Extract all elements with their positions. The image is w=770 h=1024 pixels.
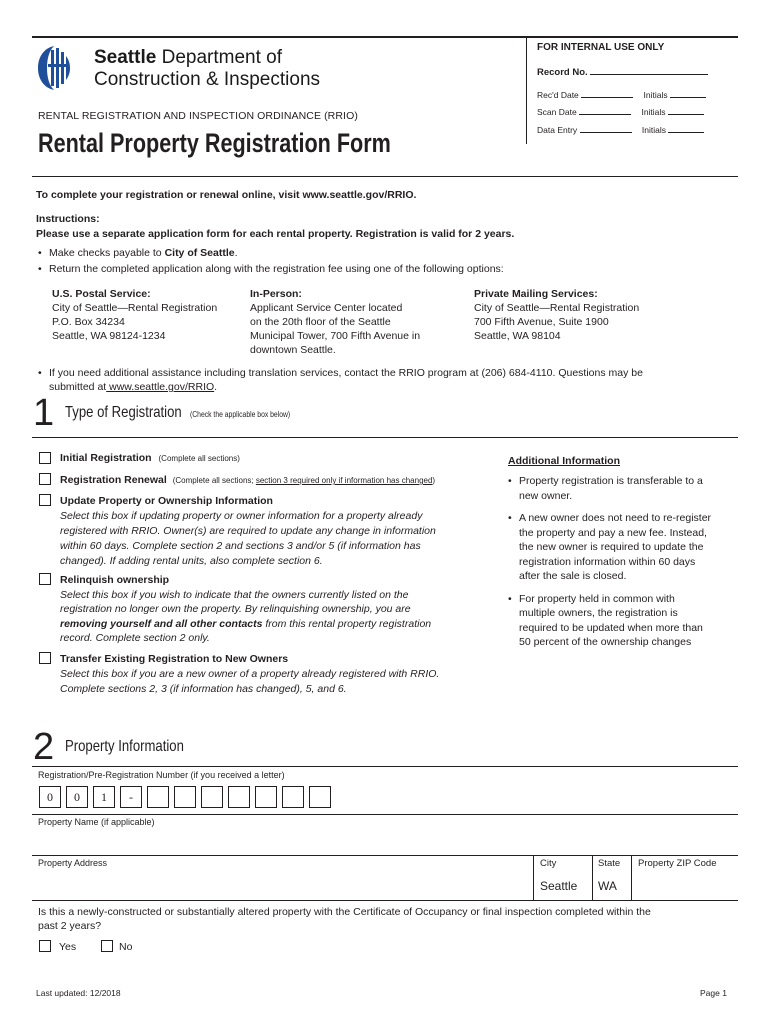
record-no-label: Record No.	[537, 67, 588, 78]
renewal-hint-prefix: (Complete all sections;	[172, 476, 256, 485]
option-line: Seattle, WA 98104	[474, 330, 561, 342]
yes-label: Yes	[59, 941, 77, 953]
relinquish-text: record. Complete section 2 only.	[60, 632, 210, 644]
instructions-text: Please use a separate application form for each rental property. Registration is valid for 2 years.	[36, 228, 515, 240]
regnum-digit[interactable]	[201, 786, 223, 808]
add-info-line: the property and pay a new fee. Instead,	[519, 526, 707, 539]
update-property-block	[60, 494, 436, 569]
last-updated: Last updated: 12/2018	[36, 988, 121, 998]
regnum-digit[interactable]: 1	[93, 786, 115, 808]
ordinance-text: RENTAL REGISTRATION AND INSPECTION ORDINANCE (RRIO)	[38, 110, 358, 122]
property-address-label: Property Address	[38, 858, 108, 868]
assistance-list	[36, 366, 736, 394]
state-divider	[592, 855, 593, 900]
option-title: Private Mailing Services:	[474, 288, 598, 300]
transfer-registration-checkbox[interactable]	[39, 652, 51, 664]
relinquish-block	[60, 573, 431, 646]
section2-title: Property Information	[65, 738, 184, 755]
list-item	[506, 511, 734, 584]
update-property-text: changed). If adding rental units, also complete section 6.	[60, 555, 323, 567]
option-postal	[52, 287, 217, 343]
section1-rule	[32, 437, 738, 438]
regnum-digit[interactable]: 0	[39, 786, 61, 808]
option-line: City of Seattle—Rental Registration	[52, 302, 218, 314]
form-title: Rental Property Registration Form	[38, 128, 391, 158]
logo-dept-line2: Construction & Inspections	[94, 69, 321, 90]
page-number: Page 1	[700, 988, 727, 998]
regnum-digit[interactable]	[309, 786, 331, 808]
relinquish-ownership-checkbox[interactable]	[39, 573, 51, 585]
assistance-suffix: .	[214, 381, 218, 393]
recd-date-label: Rec'd Date	[537, 90, 579, 100]
initials-label: Initials	[641, 107, 666, 117]
update-property-text: registered with RRIO. Owner(s) are required to update any change in information	[60, 525, 436, 537]
option-line: on the 20th floor of the Seattle	[250, 316, 391, 328]
regnum-digit[interactable]	[228, 786, 250, 808]
section1-hint: (Check the applicable box below)	[190, 410, 291, 419]
regnum-digit[interactable]	[282, 786, 304, 808]
city-value[interactable]: Seattle	[540, 879, 578, 893]
regnum-digit[interactable]	[174, 786, 196, 808]
transfer-label: Transfer Existing Registration to New Owners	[60, 653, 289, 665]
internal-heading: FOR INTERNAL USE ONLY	[537, 42, 665, 53]
regnum-digit[interactable]	[147, 786, 169, 808]
transfer-block	[60, 652, 439, 697]
option-line: City of Seattle—Rental Registration	[474, 302, 640, 314]
seattle-logo-icon	[36, 44, 72, 92]
state-label: State	[598, 858, 621, 869]
property-name-label: Property Name (if applicable)	[38, 817, 155, 827]
option-inperson	[250, 287, 420, 357]
list-item	[36, 366, 736, 394]
initials-label: Initials	[641, 125, 666, 135]
question-line: past 2 years?	[38, 920, 102, 932]
property-name-input[interactable]	[36, 831, 736, 853]
option-private	[474, 287, 639, 343]
registration-renewal-row	[60, 474, 435, 486]
registration-renewal-label: Registration Renewal	[60, 474, 167, 486]
add-info-line: A new owner does not need to re-register	[519, 512, 712, 524]
assistance-line2: submitted at	[49, 381, 107, 393]
add-info-line: after the sale is closed.	[519, 570, 627, 582]
relinquish-text: registration no longer own the property. By relinquishing ownership, you are	[60, 603, 411, 615]
add-info-line: Property registration is transferable to a	[519, 475, 703, 487]
zip-label: Property ZIP Code	[638, 858, 717, 869]
add-info-line: multiple owners, the registration is	[519, 607, 678, 619]
state-value[interactable]: WA	[598, 879, 617, 893]
city-label: City	[540, 858, 557, 869]
scan-date-field[interactable]	[579, 114, 631, 115]
renewal-hint-underlined: section 3 required only if information has changed	[255, 476, 433, 485]
list-item	[506, 474, 734, 503]
section2-number: 2	[33, 726, 54, 768]
instructions-label: Instructions:	[36, 213, 100, 225]
initials-field[interactable]	[670, 97, 706, 98]
zip-divider	[631, 855, 632, 900]
option-line: P.O. Box 34234	[52, 316, 125, 328]
section1-title: Type of Registration	[65, 404, 182, 421]
top-rule	[32, 36, 738, 38]
property-name-rule	[32, 855, 738, 856]
regnum-label: Registration/Pre-Registration Number (if you received a letter)	[38, 770, 285, 780]
bullet1-bold: City of Seattle	[164, 247, 235, 259]
no-label: No	[119, 941, 133, 953]
registration-renewal-checkbox[interactable]	[39, 473, 51, 485]
address-rule	[32, 900, 738, 901]
city-divider	[533, 855, 534, 900]
zip-input[interactable]	[636, 872, 736, 898]
logo-dept-line1: Department of	[161, 47, 282, 68]
add-info-line: the new owner is required to update the	[519, 541, 704, 553]
add-info-line: For property held in common with	[519, 592, 675, 605]
data-entry-row	[537, 125, 704, 135]
add-info-line: new owner.	[519, 489, 573, 502]
initial-registration-hint: (Complete all sections)	[158, 454, 240, 463]
relinquish-label: Relinquish ownership	[60, 574, 170, 586]
online-note: To complete your registration or renewal online, visit www.seattle.gov/RRIO.	[36, 189, 417, 201]
transfer-text: Select this box if you are a new owner of a property already registered with RRIO.	[60, 668, 440, 680]
record-no-row	[537, 67, 708, 78]
section2-rule	[32, 766, 738, 767]
transfer-text: Complete sections 2, 3 (if information has changed), 5, and 6.	[60, 683, 347, 695]
option-title: U.S. Postal Service:	[52, 288, 151, 300]
relinquish-text: Select this box if you wish to indicate that the owners currently listed on the	[60, 588, 409, 601]
initials-label: Initials	[643, 90, 668, 100]
recd-date-row	[537, 90, 706, 100]
list-item: • Return the completed application along with the registration fee using one of the following options:	[36, 261, 736, 277]
new-construction-question	[38, 905, 651, 933]
section1-header	[65, 404, 308, 422]
internal-divider	[526, 36, 527, 144]
add-info-line: registration information within 60 days	[519, 555, 696, 568]
data-entry-label: Data Entry	[537, 125, 578, 135]
update-property-checkbox[interactable]	[39, 494, 51, 506]
question-line: Is this a newly-constructed or substantially altered property with the Certificate of Occupancy or final inspection completed within the	[38, 906, 651, 918]
regnum-digit[interactable]: 0	[66, 786, 88, 808]
data-entry-field[interactable]	[580, 132, 632, 133]
list-item	[36, 245, 736, 261]
header-bottom-rule	[32, 176, 738, 177]
additional-info-title: Additional Information	[508, 455, 620, 467]
recd-date-field[interactable]	[581, 97, 633, 98]
renewal-hint-suffix: )	[432, 476, 436, 485]
add-info-line: 50 percent of the ownership changes	[519, 636, 692, 648]
logo-text	[94, 47, 320, 91]
initial-registration-label: Initial Registration	[60, 452, 152, 464]
additional-info-list	[506, 474, 734, 650]
property-address-input[interactable]	[36, 872, 530, 898]
initial-registration-row	[60, 452, 240, 464]
relinquish-text: from this rental property registration	[262, 617, 432, 630]
section2-header	[65, 738, 210, 756]
option-line: Municipal Tower, 700 Fifth Avenue in	[250, 330, 421, 342]
bullet1-prefix: Make checks payable to	[49, 247, 165, 259]
regnum-rule	[32, 814, 738, 815]
relinquish-bold-text: removing yourself and all other contacts	[60, 617, 263, 630]
regnum-digit[interactable]	[255, 786, 277, 808]
initials-field[interactable]	[668, 132, 704, 133]
scan-date-row	[537, 107, 704, 117]
option-line: downtown Seattle.	[250, 344, 336, 356]
update-property-text: Select this box if updating property or owner information for a property already	[60, 510, 423, 522]
regnum-digit[interactable]: -	[120, 786, 142, 808]
option-line: 700 Fifth Avenue, Suite 1900	[474, 316, 609, 328]
yes-checkbox[interactable]	[39, 940, 51, 952]
rrio-link[interactable]: www.seattle.gov/RRIO	[106, 381, 215, 393]
bullet1-suffix: .	[234, 247, 238, 259]
option-title: In-Person:	[250, 288, 302, 300]
list-item	[506, 592, 734, 650]
instructions-list	[36, 245, 736, 277]
update-property-label: Update Property or Ownership Information	[60, 495, 273, 507]
assistance-line1: If you need additional assistance including translation services, contact the RRIO program at (206) 684-4110. Questions may be	[49, 367, 643, 379]
option-line: Applicant Service Center located	[250, 302, 403, 314]
record-no-field[interactable]	[590, 74, 708, 75]
scan-date-label: Scan Date	[537, 107, 577, 117]
option-line: Seattle, WA 98124-1234	[52, 330, 166, 342]
initial-registration-checkbox[interactable]	[39, 452, 51, 464]
no-checkbox[interactable]	[101, 940, 113, 952]
update-property-text: within 60 days. Complete section 2 and sections 3 and/or 5 (if information has	[60, 540, 421, 552]
add-info-line: required to be updated when more than	[519, 621, 703, 634]
initials-field[interactable]	[668, 114, 704, 115]
logo-seattle: Seattle	[94, 47, 157, 68]
section1-number: 1	[33, 392, 54, 434]
